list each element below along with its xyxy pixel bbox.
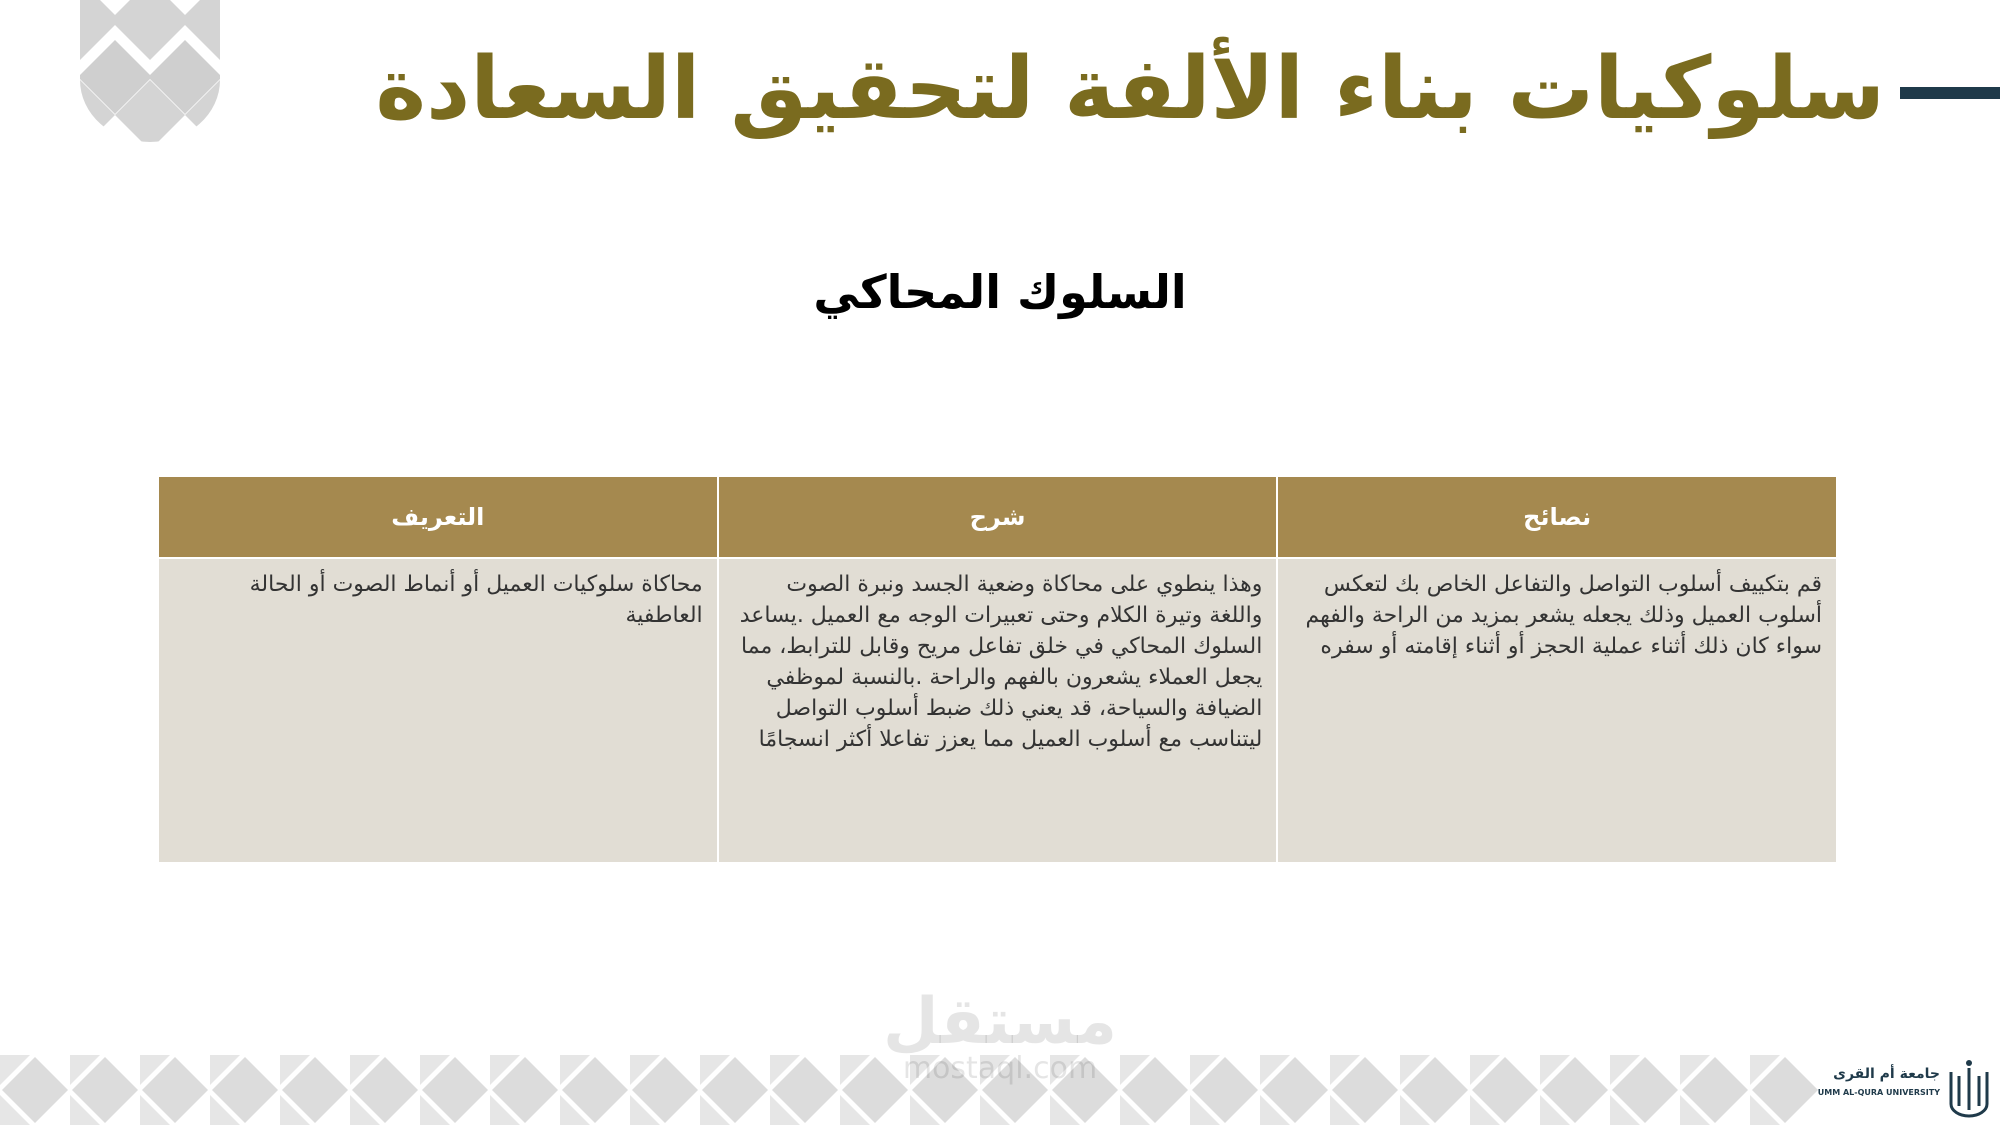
column-header-tips: نصائح — [1277, 476, 1837, 558]
page-title: سلوكيات بناء الألفة لتحقيق السعادة — [375, 39, 1885, 139]
column-header-definition: التعريف — [158, 476, 718, 558]
title-row — [375, 30, 2000, 150]
logo-latin-text: UMM AL-QURA UNIVERSITY — [1817, 1088, 1940, 1097]
logo-arabic-text: جامعة أم القرى — [1833, 1066, 1940, 1082]
watermark-arabic: مستقل — [882, 985, 1118, 1059]
corner-pattern-decoration — [80, 0, 220, 142]
column-header-explanation: شرح — [718, 476, 1278, 558]
content-table — [157, 475, 1838, 864]
section-heading: السلوك المحاكي — [813, 265, 1187, 319]
title-accent-bar — [1900, 87, 2000, 99]
watermark — [870, 985, 1130, 1086]
table-header-row — [158, 476, 1837, 558]
university-logo — [1817, 1058, 1995, 1120]
cell-tips: قم بتكييف أسلوب التواصل والتفاعل الخاص بك لتعكس أسلوب العميل وذلك يجعله يشعر بمزيد من الراحة والفهم سواء كان ذلك أثناء عملية الحجز أو أثناء إقامته أو سفره — [1277, 558, 1837, 863]
content-table-wrapper — [157, 475, 1838, 864]
watermark-latin: mostaql.com — [902, 1051, 1098, 1086]
university-emblem-icon — [1945, 1058, 1993, 1118]
cell-explanation: وهذا ينطوي على محاكاة وضعية الجسد ونبرة الصوت واللغة وتيرة الكلام وحتى تعبيرات الوجه مع العميل .يساعد السلوك المحاكي في خلق تفاعل مريح وقابل للترابط، مما يجعل العملاء يشعرون بالفهم والراحة .بالنسبة لموظفي الضيافة والسياحة، قد يعني ذلك ضبط أسلوب التواصل ليتناسب مع أسلوب العميل مما يعزز تفاعلا أكثر انسجامًا — [718, 558, 1278, 863]
table-row — [158, 558, 1837, 863]
cell-definition: محاكاة سلوكيات العميل أو أنماط الصوت أو الحالة العاطفية — [158, 558, 718, 863]
